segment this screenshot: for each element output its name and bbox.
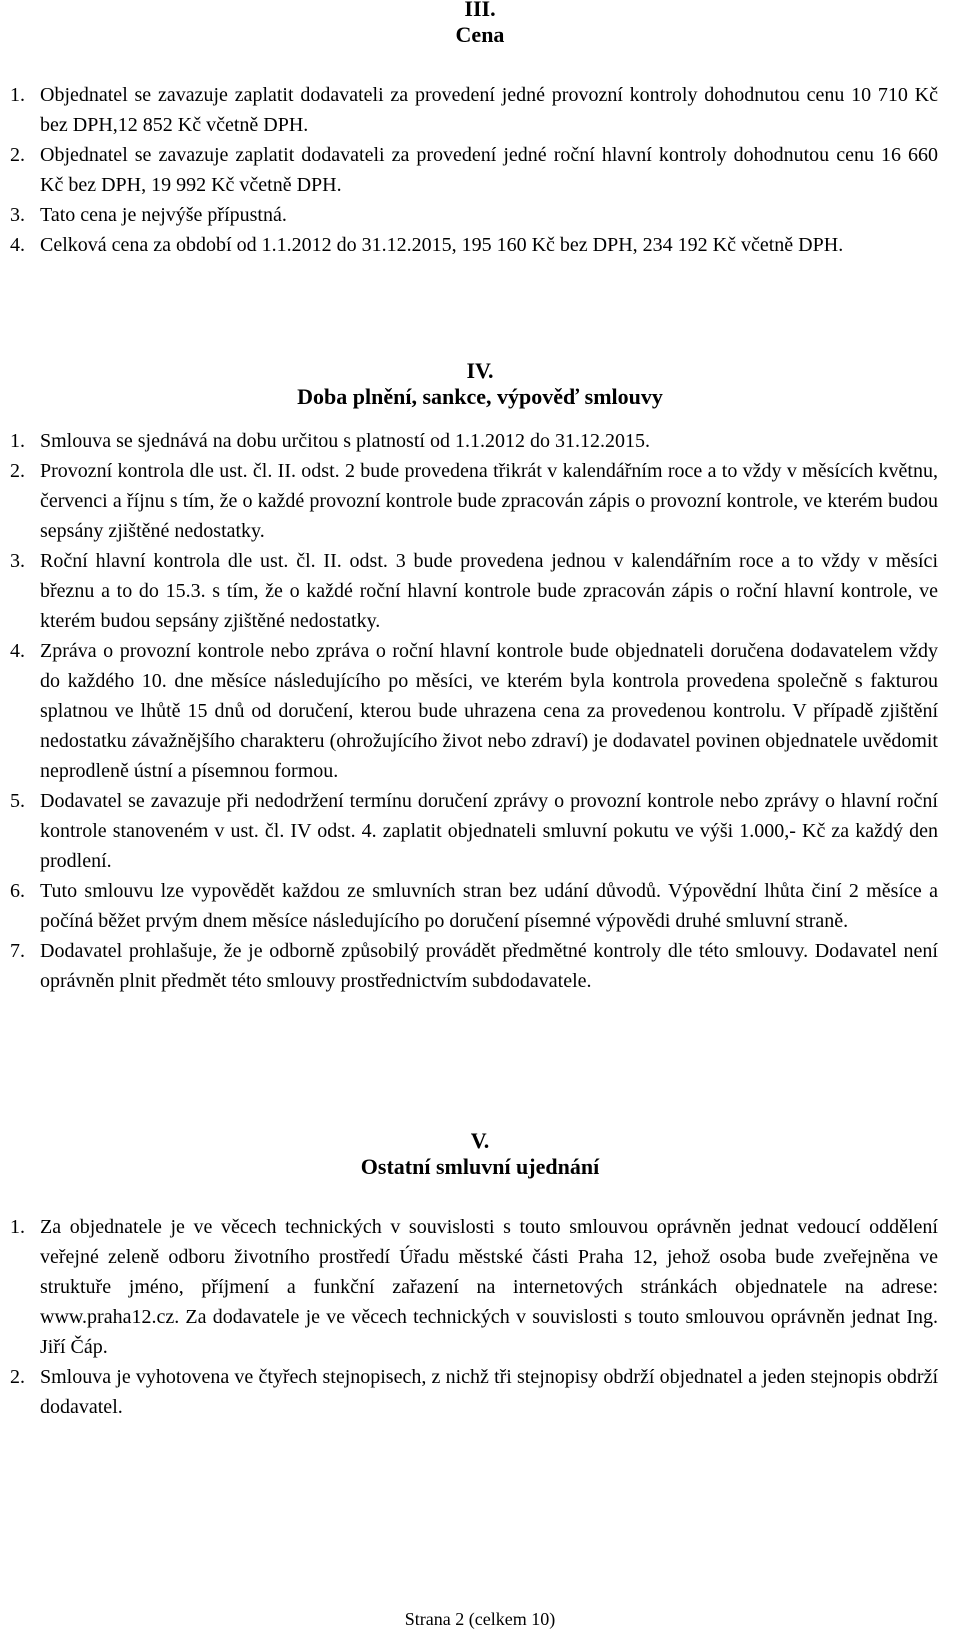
item-number: 2. (10, 460, 25, 482)
list-item (10, 786, 938, 876)
item-text: Objednatel se zavazuje zaplatit dodavateli za provedení jedné roční hlavní kontroly dohodnutou cenu 16 660 Kč bez DPH, 19 992 Kč včetně DPH. (40, 144, 938, 196)
item-number: 7. (10, 940, 25, 962)
item-text: Tato cena je nejvýše přípustná. (40, 204, 287, 226)
section-iii-list (10, 80, 938, 260)
list-item (10, 1362, 938, 1422)
item-text: Zpráva o provozní kontrole nebo zpráva o roční hlavní kontrole bude objednateli doručena dodavatelem vždy do každého 10. dne měsíce následujícího po měsíci, ve kterém byla kontrola provedena společně s fakturou splatnou ve lhůtě 15 dnů od doručení, kterou bude uhrazena cena za provedenou kontrolu. V případě zjištění nedostatku závažnějšího charakteru (ohrožujícího život nebo zdraví) je dodavatel povinen objednatele uvědomit neprodleně ústní a písemnou formou. (40, 640, 938, 782)
list-item (10, 80, 938, 140)
list-item (10, 546, 938, 636)
section-number: III. (464, 0, 496, 21)
item-number: 5. (10, 790, 25, 812)
list-item (10, 1212, 938, 1362)
list-item (10, 140, 938, 200)
section-title: Ostatní smluvní ujednání (360, 1154, 600, 1179)
item-number: 3. (10, 204, 25, 226)
section-iii-heading (0, 0, 960, 48)
item-text: Provozní kontrola dle ust. čl. II. odst. 2 bude provedena třikrát v kalendářním roce a to vždy v měsících květnu, červenci a říjnu s tím, že o každé provozní kontrole bude zpracován zápis o provozní kontrole, ve kterém budou sepsány zjištěné nedostatky. (40, 460, 938, 542)
list-item (10, 230, 938, 260)
item-number: 1. (10, 430, 25, 452)
list-item (10, 456, 938, 546)
item-text: Objednatel se zavazuje zaplatit dodavateli za provedení jedné provozní kontroly dohodnutou cenu 10 710 Kč bez DPH,12 852 Kč včetně DPH. (40, 84, 938, 136)
item-number: 2. (10, 1366, 25, 1388)
item-text: Za objednatele je ve věcech technických v souvislosti s touto smlouvou oprávněn jednat vedoucí oddělení veřejné zeleně odboru životního prostředí Úřadu městské části Praha 12, jehož osoba bude zveřejněna ve struktuře jméno, příjmení a funkční zařazení na internetových stránkách objednatele na adrese: www.praha12.cz. Za dodavatele je ve věcech technických v souvislosti s touto smlouvou oprávněn jednat Ing. Jiří Čáp. (40, 1216, 938, 1358)
item-text: Celková cena za období od 1.1.2012 do 31.12.2015, 195 160 Kč bez DPH, 234 192 Kč včetně DPH. (40, 234, 844, 256)
list-item (10, 936, 938, 996)
item-text: Tuto smlouvu lze vypovědět každou ze smluvních stran bez udání důvodů. Výpovědní lhůta činí 2 měsíce a počíná běžet prvým dnem měsíce následujícího po doručení písemné výpovědi druhé smluvní straně. (40, 880, 938, 932)
section-title: Cena (455, 22, 505, 47)
item-text: Smlouva se sjednává na dobu určitou s platností od 1.1.2012 do 31.12.2015. (40, 430, 650, 452)
section-number: IV. (466, 358, 494, 383)
item-text: Roční hlavní kontrola dle ust. čl. II. odst. 3 bude provedena jednou v kalendářním roce a to vždy v měsíci březnu a to do 15.3. s tím, že o každé roční hlavní kontrole bude zpracován zápis o roční hlavní kontrole, ve kterém budou sepsány zjištěné nedostatky. (40, 550, 938, 632)
item-number: 1. (10, 1216, 25, 1238)
list-item (10, 200, 938, 230)
section-iv-list (10, 426, 938, 996)
item-number: 4. (10, 640, 25, 662)
item-text: Dodavatel prohlašuje, že je odborně způsobilý provádět předmětné kontroly dle této smlouvy. Dodavatel není oprávněn plnit předmět této smlouvy prostřednictvím subdodavatele. (40, 940, 938, 992)
item-number: 1. (10, 84, 25, 106)
section-iv-heading (0, 358, 960, 410)
item-text: Smlouva je vyhotovena ve čtyřech stejnopisech, z nichž tři stejnopisy obdrží objednatel a jeden stejnopis obdrží dodavatel. (40, 1366, 938, 1418)
list-item (10, 426, 938, 456)
section-number: V. (470, 1128, 490, 1153)
item-text: Dodavatel se zavazuje při nedodržení termínu doručení zprávy o provozní kontrole nebo zprávy o hlavní roční kontrole stanoveném v ust. čl. IV odst. 4. zaplatit objednateli smluvní pokutu ve výši 1.000,- Kč za každý den prodlení. (40, 790, 938, 872)
item-number: 2. (10, 144, 25, 166)
section-title: Doba plnění, sankce, výpověď smlouvy (297, 384, 663, 409)
section-v-heading (0, 1128, 960, 1180)
item-number: 3. (10, 550, 25, 572)
page-footer: Strana 2 (celkem 10) (404, 1609, 556, 1629)
list-item (10, 876, 938, 936)
section-v-list (10, 1212, 938, 1422)
item-number: 6. (10, 880, 25, 902)
list-item (10, 636, 938, 786)
item-number: 4. (10, 234, 25, 256)
